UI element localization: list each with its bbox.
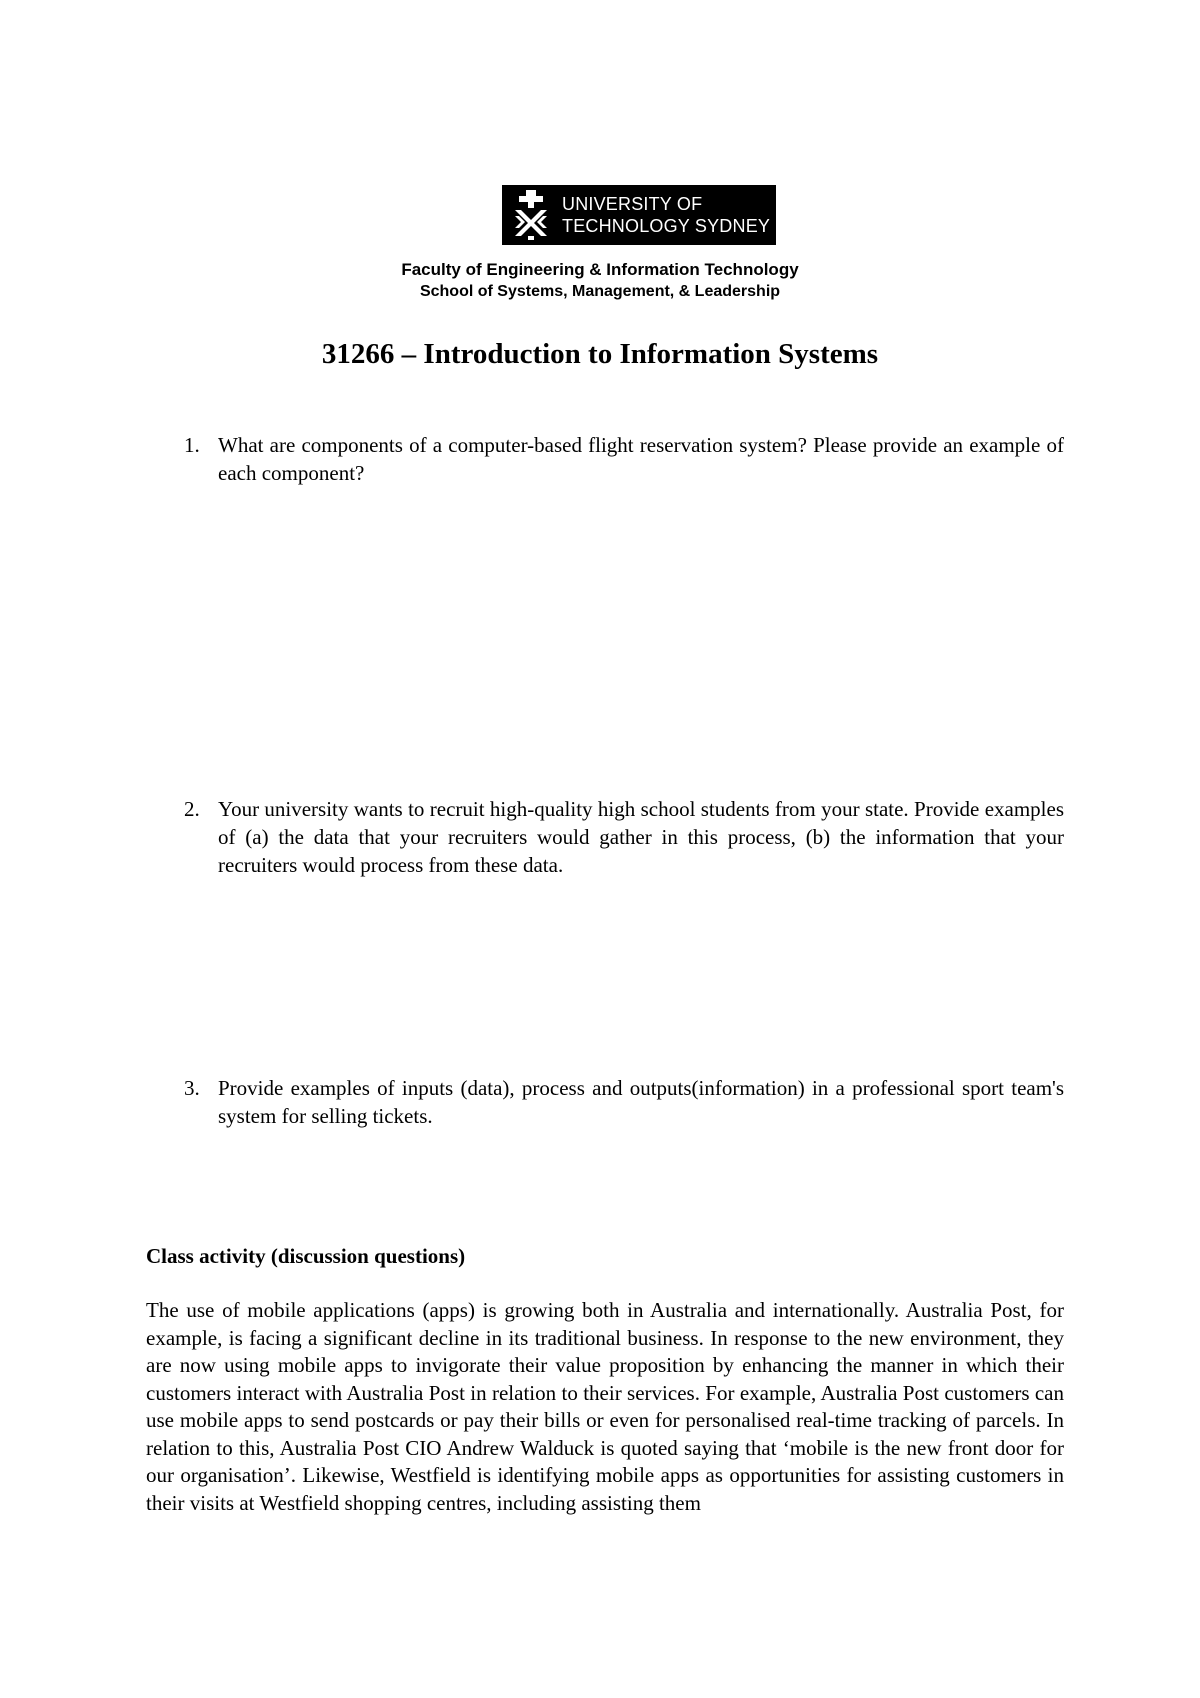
- logo-line-1: UNIVERSITY OF: [562, 194, 703, 214]
- question-3: [184, 1074, 1064, 1130]
- uts-logo: [502, 185, 776, 245]
- question-text: Provide examples of inputs (data), process and outputs(information) in a professional sport team's system for selling tickets.: [218, 1076, 1064, 1128]
- question-1: [184, 431, 1064, 487]
- question-text: What are components of a computer-based flight reservation system? Please provide an example of each component?: [218, 433, 1064, 485]
- question-number: 3.: [184, 1076, 200, 1100]
- question-2: [184, 795, 1064, 879]
- question-text: Your university wants to recruit high-quality high school students from your state. Provide examples of (a) the data that your recruiters would gather in this process, (b) the information that your recruiters would process from these data.: [218, 797, 1064, 877]
- school-name: School of Systems, Management, & Leadership: [419, 283, 781, 300]
- uts-logo-icon: [502, 185, 560, 245]
- logo-line-2: TECHNOLOGY SYDNEY: [562, 216, 771, 236]
- course-title: 31266 – Introduction to Information Systems: [321, 338, 879, 370]
- class-activity-heading: Class activity (discussion questions): [146, 1244, 466, 1268]
- faculty-name: Faculty of Engineering & Information Technology: [401, 260, 799, 279]
- question-number: 1.: [184, 433, 200, 457]
- uts-logo-text: [560, 193, 770, 237]
- class-activity-body: The use of mobile applications (apps) is growing both in Australia and internationally. Australia Post, for example, is facing a significant decline in its traditional business. In response to the new environment, they are now using mobile apps to invigorate their value proposition by enhancing the manner in which their customers interact with Australia Post in relation to their services. For example, Australia Post customers can use mobile apps to send postcards or pay their bills or even for personalised real-time tracking of parcels. In relation to this, Australia Post CIO Andrew Walduck is quoted saying that ‘mobile is the new front door for our organisation’. Likewise, Westfield is identifying mobile apps as opportunities for assisting customers in their visits at Westfield shopping centres, including assisting them: [146, 1298, 1064, 1515]
- question-number: 2.: [184, 797, 200, 821]
